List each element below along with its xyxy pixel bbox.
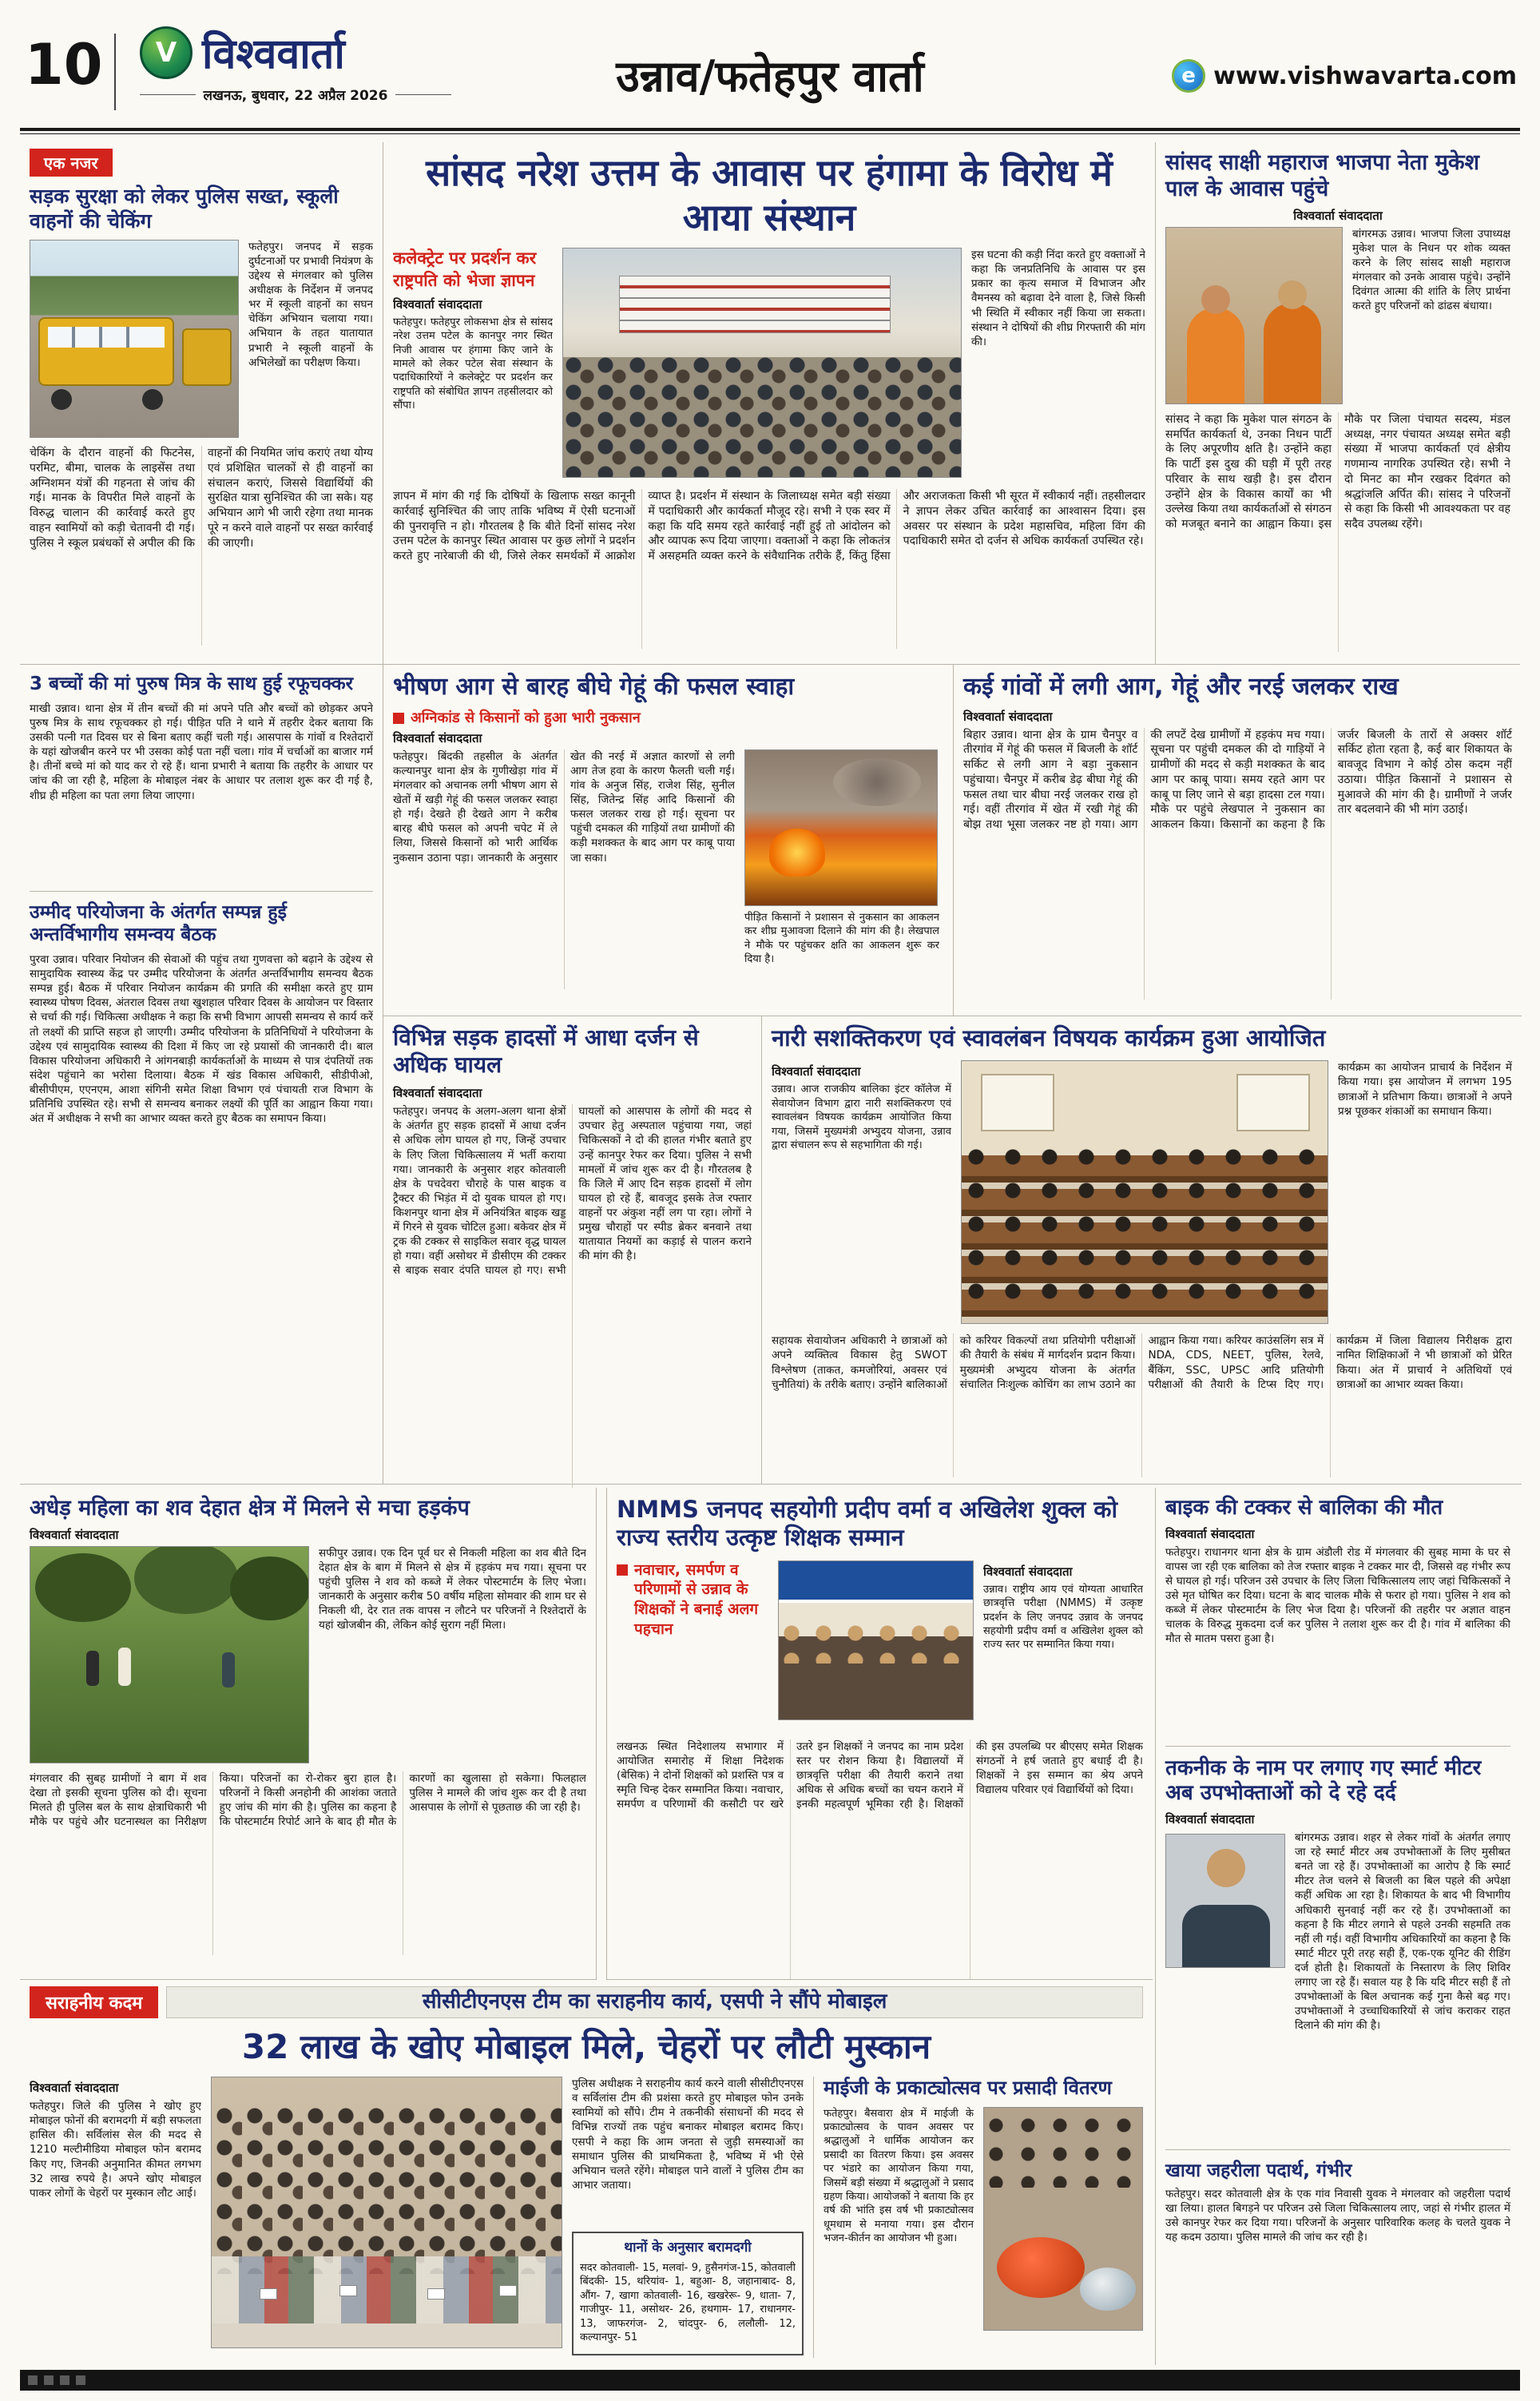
figure-left-body	[1187, 308, 1244, 403]
fire12-body: फतेहपुर। बिंदकी तहसील के अंतर्गत कल्यानपुर थाना क्षेत्र के गुणीखेड़ा गांव में मंगलवार को अचानक लगी भीषण आग से खेतों में खड़ी गेहूं की फसल जलकर स्वाहा हो गई। देखते ही देखते आग ने करीब बारह बीघे फसल को अपनी चपेट में ले लिया, जिससे किसानों को भारी आर्थिक नुकसान उठाना पड़ा। जानकारी के अनुसार खेत की नरई में अज्ञात कारणों से लगी आग तेज हवा के कारण फैलती चली गई। गांव के अनुज सिंह, राजेश सिंह, सुनील सिंह, जितेन्द्र सिंह आदि किसानों की फसल जलकर राख हो गई। सूचना पर पहुंची दमकल की गाड़ियों तथा ग्रामीणों की कड़ी मशक्कत के बाद आग पर काबू पाया जा सका।	[393, 749, 735, 865]
bodyfound-body: सफीपुर उन्नाव। एक दिन पूर्व घर से निकली महिला का शव बीते दिन देहात क्षेत्र के बाग में मिलने से क्षेत्र में हड़कंप मच गया। सूचना पर पहुंची पुलिस ने शव को कब्जे में लेकर पोस्टमार्टम के लिए भेजा। जानकारी के अनुसार करीब 50 वर्षीय महिला सोमवार की शाम घर से निकली थी, देर रात तक वापस न लौटने पर परिजनों ने रिश्तेदारों के यहां खोजबीन की, लेकिन कोई सुराग नहीं मिला।	[319, 1546, 586, 1632]
mobiles-body: फतेहपुर। जिले की पुलिस ने खोए हुए मोबाइल फोनों की बरामदगी में बड़ी सफलता हासिल की। सर्विलांस सेल की मदद से 1210 मल्टीमीडिया मोबाइल फोन बरामद किए गए, जिनकी अनुमानित कीमत लगभग 32 लाख रुपये है। अपने खोए मोबाइल पाकर लोगों के चेहरों पर मुस्कान लौट आई।	[30, 2100, 201, 2200]
bodyfound-byline: विश्ववार्ता संवाददाता	[30, 1527, 119, 1542]
brand-dateline: लखनऊ, बुधवार, 22 अप्रैल 2026	[203, 88, 388, 104]
umeed-body: पुरवा उन्नाव। परिवार नियोजन की सेवाओं की पहुंच तथा गुणवत्ता को बढ़ाने के उद्देश्य से सामुदायिक स्वास्थ्य केंद्र पर उम्मीद परियोजना के अंतर्गत अन्तर्विभागीय समन्वय बैठक सम्पन्न हुई। बैठक में परिवार नियोजन कार्यक्रम की प्रगति की समीक्षा करते हुए ग्राम स्वास्थ्य पोषण दिवस, अंतराल दिवस तथा खुशहाल परिवार दिवस के आयोजन पर विस्तार से चर्चा की गई। चिकित्सा अधीक्षक ने कहा कि सभी विभाग आपसी समन्वय से कार्य करें तो लक्ष्यों की प्राप्ति सहज हो जाएगी। उम्मीद परियोजना के प्रतिनिधियों ने परियोजना के उद्देश्य एवं सामुदायिक स्वास्थ्य की दिशा में किए जा रहे प्रयासों की जानकारी दी। बाल विकास परियोजना अधिकारी ने आंगनबाड़ी कार्यकर्ताओं के माध्यम से पात्र दंपतियों तक संदेश पहुंचाने का भरोसा दिलाया। बैठक में खंड विकास अधिकारी, सीडीपीओ, बीसीपीएम, एएनएम, आशा संगिनी समेत शिक्षा विभाग एवं पंचायती राज विभाग के प्रतिनिधि उपस्थित रहे। सभी से समन्वय बनाकर लक्ष्यों की पूर्ति का आह्वान किया गया। अंत में अधीक्षक ने सभी का आभार व्यक्त करते हुए बैठक का समापन किया।	[30, 953, 373, 1125]
school-body2: चेकिंग के दौरान वाहनों की फिटनेस, परमिट, बीमा, चालक के लाइसेंस तथा अग्निशमन यंत्रों की गहनता से जांच की गई। मानक के विपरीत मिले वाहनों के विरुद्ध चालान की कार्रवाई करते हुए वाहन स्वामियों को कड़ी चेतावनी दी गई। पुलिस ने स्कूल प्रबंधकों से अपील की कि वाहनों की नियमित जांच कराएं तथा योग्य एवं प्रशिक्षित चालकों से ही वाहनों का संचालन कराएं, जिससे विद्यार्थियों की सुरक्षित यात्रा सुनिश्चित की जा सके। यह अभियान आगे भी जारी रहेगा तथा मानक पूरे न करने वाले वाहनों पर सख्त कार्रवाई की जाएगी।	[30, 447, 373, 550]
article-mp-protest	[383, 142, 1155, 665]
brand-title: विश्ववार्ता	[202, 30, 345, 78]
protest-crowd	[563, 357, 961, 477]
nari-body-right: कार्यक्रम का आयोजन प्राचार्य के निर्देशन में किया गया। इस आयोजन में लगभग 195 छात्राओं ने प्रतिभाग किया। छात्राओं ने अपने प्रश्न पूछकर शंकाओं का समाधान किया।	[1338, 1061, 1512, 1118]
person-1	[86, 1651, 99, 1686]
footer-mark-3	[60, 2375, 69, 2385]
bus-windows	[48, 327, 165, 348]
masthead-divider	[114, 34, 116, 110]
section-label-sarahniya: सराहनीय कदम	[30, 1986, 158, 2018]
firev-byline: विश्ववार्ता संवाददाता	[963, 709, 1053, 724]
phone-box-1	[260, 2288, 277, 2300]
bike-byline: विश्ववार्ता संवाददाता	[1165, 1526, 1255, 1541]
brand	[140, 24, 451, 104]
bike-headline: बाइक की टक्कर से बालिका की मौत	[1165, 1496, 1443, 1520]
column-left-briefs	[20, 665, 383, 1485]
protest-body-bottom: ज्ञापन में मांग की गई कि दोषियों के खिलाफ सख्त कानूनी कार्रवाई सुनिश्चित की जाए ताकि भविष्य में ऐसी घटनाओं की पुनरावृत्ति न हो। गौरतलब है कि बीते दिनों सांसद नरेश उत्तम पटेल के कानपुर स्थित आवास पर कुछ लोगों ने प्रदर्शन करते हुए नारेबाजी की थी, जिसे लेकर समर्थकों में आक्रोश व्याप्त है। प्रदर्शन में संस्थान के जिलाध्यक्ष समेत बड़ी संख्या में पदाधिकारी और कार्यकर्ता मौजूद रहे। सभी ने एक स्वर में कहा कि यदि समय रहते कार्रवाई नहीं हुई तो आंदोलन को और व्यापक रूप दिया जाएगा। वक्ताओं ने कहा कि लोकतंत्र में असहमति व्यक्त करने के संवैधानिक तरीके हैं, किंतु हिंसा और अराजकता किसी भी सूरत में स्वीकार्य नहीं। तहसीलदार ने ज्ञापन लेकर उचित कार्रवाई का आश्वासन दिया। इस अवसर पर संस्थान के प्रदेश महासचिव, महिला विंग की पदाधिकारी समेत दो दर्जन से अधिक कार्यकर्ता उपस्थित रहे।	[393, 490, 1145, 563]
nari-body-bottom: सहायक सेवायोजन अधिकारी ने छात्राओं को अपने व्यक्तित्व विकास हेतु SWOT विश्लेषण (ताकत, कमजोरियां, अवसर एवं चुनौतियां) के तरीके बताए। उन्होंने बालिकाओं को करियर विकल्पों तथा प्रतियोगी परीक्षाओं की तैयारी के संबंध में मार्गदर्शन प्रदान किया। मुख्यमंत्री अभ्युदय योजना के अंतर्गत संचालित निःशुल्क कोचिंग का लाभ उठाने का आह्वान किया गया। करियर काउंसलिंग सत्र में NDA, CDS, NEET, पुलिस, रेलवे, बैंकिंग, SSC, UPSC आदि प्रतियोगी परीक्षाओं की तैयारी के टिप्स दिए गए। कार्यक्रम में जिला विद्यालय निरीक्षक द्वारा नामित शिक्षिकाओं ने भी छात्राओं को प्रेरित किया। अंत में प्राचार्य ने अतिथियों एवं छात्राओं का आभार व्यक्त किया।	[772, 1334, 1512, 1391]
figure-right-body	[1264, 303, 1321, 403]
tree-3	[230, 1556, 309, 1620]
smoke-blob	[833, 758, 921, 806]
photo-meter-man	[1165, 1834, 1285, 1968]
masthead-rule-thin	[20, 133, 1520, 134]
protest-banner	[619, 276, 891, 333]
phone-box-2	[339, 2285, 357, 2296]
article-body-found	[20, 1488, 597, 1980]
firev-headline: कई गांवों में लगी आग, गेहूं और नरई जलकर राख	[963, 673, 1399, 701]
mobiles-body2: पुलिस अधीक्षक ने सराहनीय कार्य करने वाली सीसीटीएनएस व सर्विलांस टीम की प्रशंसा करते हुए मोबाइल फोन उनके स्वामियों को सौंपे। टीम ने तकनीकी संसाधनों की मदद से विभिन्न राज्यों तक पहुंच बनाकर मोबाइल बरामद किए। एसपी ने कहा कि आम जनता से जुड़ी समस्याओं का समाधान पुलिस की प्राथमिकता है, भविष्य में भी ऐसे अभियान चलते रहेंगे। मोबाइल पाने वालों ने पुलिस टीम का आभार जताया।	[572, 2077, 804, 2192]
runaway-headline: 3 बच्चों की मां पुरुष मित्र के साथ हुई रफूचक्कर	[30, 674, 354, 694]
accidents-body: फतेहपुर। जनपद के अलग-अलग थाना क्षेत्रों के अंतर्गत हुए सड़क हादसों में आधा दर्जन से अधिक लोग घायल हो गए, जिन्हें उपचार के लिए जिला चिकित्सालय में भर्ती कराया गया। जानकारी के अनुसार शहर कोतवाली क्षेत्र के पचदेवरा चौराहे के पास बाइक व ट्रैक्टर की भिड़ंत में दो युवक घायल हो गए। किशनपुर थाना क्षेत्र में अनियंत्रित बाइक खड्ड में गिरने से युवक चोटिल हुआ। बकेवर क्षेत्र में ट्रक की टक्कर से साइकिल सवार वृद्ध घायल हो गया। वहीं असोथर में डीसीएम की टक्कर से बाइक सवार दंपति घायल हो गए। सभी घायलों को आसपास के लोगों की मदद से उपचार हेतु अस्पताल पहुंचाया गया, जहां चिकित्सकों ने दो की हालत गंभीर बताते हुए उन्हें कानपुर रेफर कर दिया। पुलिस ने सभी मामलों में जांच शुरू कर दी है। गौरतलब है कि जिले में आए दिन सड़क हादसों में लोग घायल हो रहे हैं, बावजूद इसके तेज रफ्तार वाहनों पर अंकुश नहीं लग पा रहा। लोगों ने प्रमुख चौराहों पर स्पीड ब्रेकर बनवाने तथा यातायात नियमों का कड़ाई से पालन कराने की मांग की है।	[393, 1105, 752, 1278]
mobiles-byline: विश्ववार्ता संवाददाता	[30, 2081, 119, 2096]
tree-2	[134, 1546, 238, 1614]
meter-body: बांगरमऊ उन्नाव। शहर से लेकर गांवों के अंतर्गत लगाए जा रहे स्मार्ट मीटर अब उपभोक्ताओं के लिए मुसीबत बनते जा रहे हैं। उपभोक्ताओं का आरोप है कि स्मार्ट मीटर तेज चलने से बिजली का बिल पहले की अपेक्षा कहीं अधिक आ रहा है। शिकायत के बाद भी विभागीय अधिकारी सुनवाई नहीं कर रहे हैं। उपभोक्ताओं का कहना है कि मीटर लगाने से पहले उनकी सहमति तक नहीं ली गई। वहीं विभागीय अधिकारियों का कहना है कि स्मार्ट मीटर पूरी तरह सही हैं, एक-एक यूनिट की रीडिंग दर्ज होती है। शिकायतों के निस्तारण के लिए शिविर लगाए जा रहे हैं। सवाल यह है कि यदि मीटर सही हैं तो उपभोक्ताओं के बिल अचानक कई गुना कैसे बढ़ गए। उपभोक्ताओं ने उच्चाधिकारियों से जांच कराकर राहत दिलाने की मांग की है।	[1295, 1831, 1510, 2033]
students-heads	[962, 1147, 1328, 1307]
bodyfound-headline: अधेड़ महिला का शव देहात क्षेत्र में मिलने से मचा हड़कंप	[30, 1496, 470, 1521]
masthead-rule-thick	[20, 128, 1520, 131]
bus-wheel-right	[142, 389, 163, 410]
protest-body-right: इस घटना की कड़ी निंदा करते हुए वक्ताओं ने कहा कि जनप्रतिनिधि के आवास पर इस प्रकार का कृत्य समाज में विभाजन और वैमनस्य को बढ़ावा देने वाला है, जिसे किसी भी स्थिति में स्वीकार नहीं किया जा सकता। संस्थान ने दोषियों की शीघ्र गिरफ्तारी की मांग की।	[971, 248, 1145, 348]
fire12-label: अग्निकांड से किसानों को हुआ भारी नुकसान	[411, 709, 641, 726]
school-body: फतेहपुर। जनपद में सड़क दुर्घटनाओं पर प्रभावी नियंत्रण के उद्देश्य से मंगलवार को पुलिस अधीक्षक के निर्देशन में जनपद भर में स्कूली वाहनों का सघन चेकिंग अभियान चलाया गया। अभियान के तहत यातायात प्रभारी ने स्कूली वाहनों के अभिलेखों का परीक्षण किया।	[248, 240, 373, 369]
nari-byline: विश्ववार्ता संवाददाता	[772, 1064, 861, 1079]
sakshi-body2: सांसद ने कहा कि मुकेश पाल संगठन के समर्पित कार्यकर्ता थे, उनका निधन पार्टी के लिए अपूरणीय क्षति है। उन्होंने कहा कि पार्टी इस दुख की घड़ी में पूरी तरह परिवार के साथ खड़ी है। इस दौरान उन्होंने क्षेत्र के विकास कार्यों का भी उल्लेख किया तथा कार्यकर्ताओं से संगठन को मजबूत बनाने का आह्वान किया। इस मौके पर जिला पंचायत सदस्य, मंडल अध्यक्ष, नगर पंचायत अध्यक्ष समेत बड़ी संख्या में भाजपा कार्यकर्ता एवं क्षेत्रीय गणमान्य नागरिक उपस्थित रहे। सभी ने दो मिनट का मौन रखकर दिवंगत को श्रद्धांजलि अर्पित की। सांसद ने परिजनों से कहा कि किसी भी आवश्यकता पर वह सदैव उपलब्ध रहेंगे।	[1165, 412, 1510, 531]
poison-headline: खाया जहरीला पदार्थ, गंभीर	[1165, 2161, 1352, 2182]
red-bullet-icon	[617, 1564, 628, 1576]
meter-byline: विश्ववार्ता संवाददाता	[1165, 1812, 1255, 1827]
steel-pot	[1080, 2268, 1136, 2311]
person-3	[222, 1652, 235, 1687]
man-torso	[1182, 1905, 1270, 1967]
poison-body: फतेहपुर। सदर कोतवाली क्षेत्र के एक गांव निवासी युवक ने मंगलवार को जहरीला पदार्थ खा लिया। हालत बिगड़ने पर परिजन उसे जिला चिकित्सालय लाए, जहां से गंभीर हालत में उसे कानपुर रेफर कर दिया गया। परिजनों के अनुसार पारिवारिक कलह के चलते युवक ने यह कदम उठाया। पुलिस मामले की जांच कर रही है।	[1165, 2188, 1510, 2244]
footer-bar	[20, 2370, 1520, 2391]
fire12-body2: पीड़ित किसानों ने प्रशासन से नुकसान का आकलन कर शीघ्र मुआवजा दिलाने की मांग की है। लेखपाल ने मौके पर पहुंचकर क्षति का आकलन शुरू कर दिया है।	[744, 911, 939, 966]
stage-banner	[779, 1561, 973, 1603]
person-2	[118, 1648, 131, 1686]
page-number: 10	[25, 32, 103, 97]
masthead	[20, 11, 1520, 139]
figure-left-head	[1201, 285, 1230, 314]
website-url: www.vishwavarta.com	[1213, 62, 1517, 90]
article-nari-shakti	[762, 1016, 1522, 1485]
photo-sakshi-visit	[1165, 227, 1343, 404]
man-head	[1207, 1849, 1245, 1887]
mobiles-band: सीसीटीएनएस टीम का सराहनीय कार्य, एसपी ने सौंपे मोबाइल	[166, 1986, 1143, 2018]
crowd-heads	[212, 2106, 562, 2274]
recovery-list: सदर कोतवाली- 15, मलवां- 9, हुसैनगंज-15, कोतवाली बिंदकी- 15, थरियांव- 1, बहुआ- 8, जहानाबाद- 8, औंग- 7, खागा कोतवाली- 16, खखरेरू- 9, धाता- 7, गाजीपुर- 11, असोथर- 26, हथगाम- 17, राधानगर- 13, जाफरगंज- 2, चांदपुर- 6, ललौली- 12, कल्यानपुर- 51	[580, 2261, 796, 2343]
nmms-byline: विश्ववार्ता संवाददाता	[983, 1564, 1073, 1579]
edition-title: उन्नाव/फतेहपुर वार्ता	[616, 51, 924, 101]
accidents-headline: विभिन्न सड़क हादसों में आधा दर्जन से अधिक घायल	[393, 1024, 699, 1079]
bodyfound-body2: मंगलवार की सुबह ग्रामीणों ने बाग में शव देखा तो इसकी सूचना पुलिस को दी। सूचना मिलते ही पुलिस बल के साथ क्षेत्राधिकारी भी मौके पर पहुंचे और घटनास्थल का निरीक्षण किया। परिजनों का रो-रोकर बुरा हाल है। परिजनों ने किसी अनहोनी की आशंका जताते हुए जांच की मांग की है। पुलिस का कहना है कि पोस्टमार्टम रिपोर्ट आने के बाद ही मौत के कारणों का खुलासा हो सकेगा। फिलहाल पुलिस ने मामले की जांच शुरू कर दी है तथा आसपास के लोगों से पूछताछ की जा रही है।	[30, 1771, 586, 1829]
nari-headline: नारी सशक्तिकरण एवं स्वावलंबन विषयक कार्यक्रम हुआ आयोजित	[772, 1024, 1326, 1051]
phone-box-3	[427, 2288, 445, 2300]
prasadi-body: फतेहपुर। बैसवारा क्षेत्र में माईजी के प्रकाट्योत्सव के पावन अवसर पर श्रद्धालुओं ने धार्मिक आयोजन कर प्रसादी का वितरण किया। इस अवसर पर भंडारे का आयोजन किया गया, जिसमें बड़ी संख्या में श्रद्धालुओं ने प्रसाद ग्रहण किया। आयोजकों ने बताया कि हर वर्ष की भांति इस वर्ष भी प्रकाट्योत्सव धूमधाम से मनाया गया। इस दौरान भजन-कीर्तन का आयोजन भी हुआ।	[824, 2107, 974, 2245]
red-pot	[997, 2237, 1085, 2298]
school-headline: सड़क सुरक्षा को लेकर पुलिस सख्त, स्कूली वाहनों की चेकिंग	[30, 185, 339, 233]
article-sakshi-maharaj	[1155, 142, 1520, 665]
sakshi-headline: सांसद साक्षी महाराज भाजपा नेता मुकेश पाल के आवास पहुंचे	[1165, 150, 1479, 201]
bus-wheel-left	[51, 389, 72, 410]
article-wheat-fire	[383, 665, 954, 1016]
recovery-list-box	[572, 2232, 804, 2355]
nmms-headline: NMMS जनपद सहयोगी प्रदीप वर्मा व अखिलेश शुक्ल को राज्य स्तरीय उत्कृष्ट शिक्षक सम्मान	[617, 1496, 1118, 1552]
nmms-body2: लखनऊ स्थित निदेशालय सभागार में आयोजित समारोह में शिक्षा निदेशक (बेसिक) ने दोनों शिक्षकों को प्रशस्ति पत्र व स्मृति चिन्ह देकर सम्मानित किया। नवाचार, समर्पण व परिणामों की कसौटी पर खरे उतरे इन शिक्षकों ने जनपद का नाम प्रदेश स्तर पर रोशन किया है। विद्यालयों में छात्रवृत्ति परीक्षा की तैयारी कराने तथा अधिक से अधिक बच्चों का चयन कराने में इनकी महत्वपूर्ण भूमिका रही है। शिक्षकों की इस उपलब्धि पर बीएसए समेत शिक्षक संगठनों ने हर्ष जताते हुए बधाई दी है। शिक्षकों ने इस सम्मान का श्रेय अपने विद्यालय परिवार एवं विद्यार्थियों को दिया।	[617, 1739, 1143, 1811]
photo-school-vehicle-checking	[30, 240, 239, 438]
nmms-body: उन्नाव। राष्ट्रीय आय एवं योग्यता आधारित छात्रवृत्ति परीक्षा (NMMS) में उत्कृष्ट प्रदर्शन के लिए जनपद उन्नाव के जनपद सहयोगी प्रदीप वर्मा व अखिलेश शुक्ल को राज्य स्तर पर सम्मानित किया गया।	[983, 1583, 1143, 1652]
sakshi-body: बांगरमऊ उन्नाव। भाजपा जिला उपाध्यक्ष मुकेश पाल के निधन पर शोक व्यक्त करने के लिए सांसद साक्षी महाराज मंगलवार को उनके आवास पहुंचे। उन्होंने दिवंगत आत्मा की शांति के लिए प्रार्थना करते हुए परिजनों को ढांढस बंधाया।	[1352, 227, 1510, 313]
tree-1	[35, 1553, 131, 1622]
meter-headline: तकनीक के नाम पर लगाए गए स्मार्ट मीटर अब उपभोक्ताओं को दे रहे दर्द	[1165, 1755, 1482, 1806]
firev-body: बिहार उन्नाव। थाना क्षेत्र के ग्राम चैनपुर व तीरगांव में गेहूं की फसल में बिजली के शॉर्ट सर्किट से लगी आग ने बड़ा नुकसान पहुंचाया। चैनपुर में करीब डेढ़ बीघा गेहूं की फसल तथा चार बीघा नरई जलकर राख हो गई। वहीं तीरगांव में खेत में रखी गेहूं की बोझ तथा भूसा जलकर नष्ट हो गया। आग की लपटें देख ग्रामीणों में हड़कंप मच गया। सूचना पर पहुंची दमकल की दो गाड़ियों ने ग्रामीणों की मदद से कड़ी मशक्कत के बाद आग पर काबू पाया। समय रहते आग पर काबू पा लिए जाने से बड़ा हादसा टल गया। मौके पर पहुंचे लेखपाल ने नुकसान का आकलन किया। किसानों का कहना है कि जर्जर बिजली के तारों से अक्सर शॉर्ट सर्किट होता रहता है, कई बार शिकायत के बावजूद विभाग ने कोई ठोस कदम नहीं उठाया। पीड़ित किसानों ने प्रशासन से मुआवजे की मांग की है। ग्रामीणों ने जर्जर तार बदलवाने की भी मांग उठाई।	[963, 728, 1512, 832]
recovery-list-title: थानों के अनुसार बरामदगी	[624, 2240, 752, 2256]
article-mobiles-recovered	[20, 1980, 1153, 2365]
website	[1172, 59, 1517, 93]
umeed-headline: उम्मीद परियोजना के अंतर्गत सम्पन्न हुई अन्तर्विभागीय समन्वय बैठक	[30, 902, 287, 946]
article-nmms-award	[606, 1488, 1153, 1980]
flame-blob	[769, 829, 825, 877]
window-left	[981, 1074, 1054, 1131]
photo-orchard-scene	[30, 1546, 309, 1763]
footer-mark-4	[76, 2375, 85, 2385]
photo-field-fire	[744, 749, 938, 906]
footer-mark-1	[28, 2375, 38, 2385]
photo-classroom-programme	[961, 1060, 1328, 1324]
sakshi-byline: विश्ववार्ता संवाददाता	[1293, 208, 1383, 223]
protest-body-left: फतेहपुर। फतेहपुर लोकसभा क्षेत्र से सांसद नरेश उत्तम पटेल के कानपुर नगर स्थित निजी आवास पर हंगामा किए जाने के मामले को लेकर पटेल सेवा संस्थान के पदाधिकारियों ने कलेक्ट्रेट पर प्रदर्शन कर राष्ट्रपति को संबोधित ज्ञापन तहसीलदार को सौंपा।	[393, 316, 553, 412]
bike-body: फतेहपुर। राधानगर थाना क्षेत्र के ग्राम अंडौली रोड में मंगलवार की सुबह मामा के घर से वापस जा रही एक बालिका को तेज रफ्तार बाइक ने टक्कर मार दी, जिससे वह गंभीर रूप से घायल हो गई। परिजन उसे उपचार के लिए जिला चिकित्सालय लाए जहां चिकित्सकों ने उसे मृत घोषित कर दिया। घटना के बाद चालक मौके से फरार हो गया। पुलिस ने शव को कब्जे में लेकर पोस्टमार्टम के लिए भेज दिया है। परिजनों की तहरीर पर अज्ञात वाहन चालक के विरुद्ध मुकदमा दर्ज कर पुलिस ने तलाश शुरू कर दी है। गांव में बालिका की मौत से मातम पसरा हुआ है।	[1165, 1545, 1510, 1747]
nari-body-left: उन्नाव। आज राजकीय बालिका इंटर कॉलेज में सेवायोजन विभाग द्वारा नारी सशक्तिकरण एवं स्वावलंबन विषयक कार्यक्रम आयोजित किया गया, जिसमें मुख्यमंत्री अभ्युदय योजना, उन्नाव द्वारा संचालन रूप से सहभागिता की गई।	[772, 1083, 951, 1151]
table-strip	[212, 2323, 562, 2347]
protest-headline: सांसद नरेश उत्तम के आवास पर हंगामा के विरोध में आया संस्थान	[426, 151, 1113, 240]
website-icon: e	[1172, 59, 1205, 93]
brand-logo-icon: V	[140, 26, 192, 79]
figure-right-head	[1278, 280, 1307, 309]
window-right	[1236, 1074, 1310, 1131]
article-road-accidents	[383, 1016, 762, 1485]
awardees-heads	[779, 1624, 973, 1664]
fire12-byline: विश्ववार्ता संवाददाता	[393, 730, 482, 745]
van-body	[182, 328, 232, 386]
section-label-ek-nazar: एक नजर	[30, 149, 113, 177]
phone-box-4	[499, 2285, 517, 2296]
article-village-fires	[954, 665, 1522, 1016]
devotee-heads	[984, 2116, 1142, 2188]
mobiles-headline: 32 लाख के खोए मोबाइल मिले, चेहरों पर लौटी मुस्कान	[241, 2027, 931, 2066]
protest-byline: विश्ववार्ता संवाददाता	[393, 296, 482, 312]
photo-prasadi-distribution	[983, 2107, 1143, 2331]
dateline-rule-left	[140, 94, 196, 95]
red-bullet-icon	[393, 713, 404, 724]
photo-mobile-handover-group	[211, 2077, 562, 2348]
accidents-byline: विश्ववार्ता संवाददाता	[393, 1086, 482, 1101]
runaway-body: माखी उन्नाव। थाना क्षेत्र में तीन बच्चों की मां अपने पति और बच्चों को छोड़कर अपने पुरुष मित्र के साथ रफूचक्कर हो गई। पीड़ित पति ने थाने में तहरीर देकर बताया कि उसकी पत्नी गत दिवस घर से बिना बताए कहीं चली गई। आसपास के गांवों व रिश्तेदारों के यहां खोजबीन करने पर भी उसका कोई पता नहीं चला। गांव में चर्चाओं का बाजार गर्म है। तीनों बच्चे मां को याद कर रो रहे हैं। थाना प्रभारी ने बताया कि तहरीर के आधार पर जांच की जा रही है, महिला के मोबाइल नंबर के आधार पर तलाश शुरू कर दी गई है, शीघ्र ही महिला का पता लगा लिया जाएगा।	[30, 702, 373, 892]
fire12-headline: भीषण आग से बारह बीघे गेहूं की फसल स्वाहा	[393, 673, 795, 701]
nmms-label: नवाचार, समर्पण व परिणामों से उन्नाव के शिक्षकों ने बनाई अलग पहचान	[634, 1560, 759, 1638]
photo-award-ceremony	[778, 1560, 974, 1720]
prasadi-headline: माईजी के प्रकाट्योत्सव पर प्रसादी वितरण	[824, 2077, 1112, 2100]
dateline-rule-right	[395, 94, 451, 95]
photo-protest-crowd	[562, 248, 962, 478]
article-school-vehicles	[20, 142, 383, 665]
footer-mark-2	[44, 2375, 54, 2385]
column-right-briefs	[1155, 1488, 1520, 2365]
protest-subhead: कलेक्ट्रेट पर प्रदर्शन कर राष्ट्रपति को भेजा ज्ञापन	[393, 248, 537, 290]
